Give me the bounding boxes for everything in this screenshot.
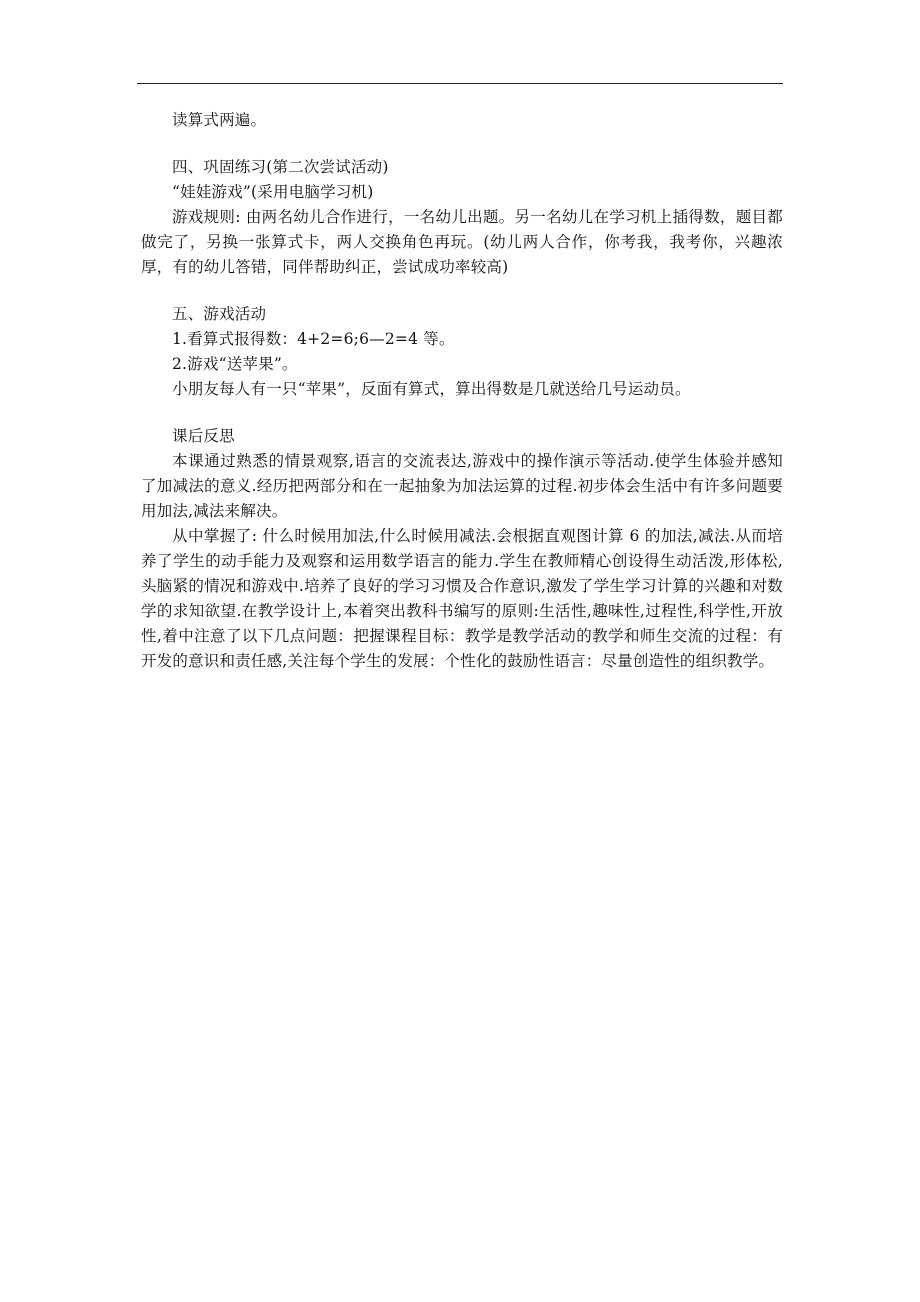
- reflection-paragraph-2: 从中掌握了: 什么时候用加法,什么时候用减法.会根据直观图计算 6 的加法,减法.从而培养了学生的动手能力及观察和运用数学语言的能力.学生在教师精心创设得生动活泼,形体松,头脑紧的情况和游戏中.培养了良好的学习习惯及合作意识,激发了学生学习计算的兴趣和对数学的求知欲望.在教学设计上,本着突出教科书编写的原则:生活性,趣味性,过程性,科学性,开放性,着中注意了以下几点问题：把握课程目标：教学是教学活动的教学和师生交流的过程：有开发的意识和责任感,关注每个学生的发展：个性化的鼓励性语言：尽量创造性的组织教学。: [141, 527, 783, 670]
- game-rules-paragraph: 游戏规则: 由两名幼儿合作进行，一名幼儿出题。另一名幼儿在学习机上插得数，题目都做完了，另换一张算式卡，两人交换角色再玩。(幼儿两人合作，你考我，我考你，兴趣浓厚，有的幼儿答错，同伴帮助纠正，尝试成功率较高): [141, 208, 783, 276]
- spacer: [141, 133, 783, 155]
- section-heading-practice: 四、巩固练习(第二次尝试活动): [172, 158, 389, 176]
- reflection-paragraph-1: 本课通过熟悉的情景观察,语言的交流表达,游戏中的操作演示等活动.使学生体验并感知了加减法的意义.经历把两部分和在一起抽象为加法运算的过程.初步体会生活中有许多问题要用加法,减法来解决。: [141, 452, 783, 520]
- document-body: [141, 108, 783, 674]
- spacer: [141, 402, 783, 424]
- section-heading-reflection: 课后反思: [172, 427, 235, 445]
- header-rule: [137, 83, 783, 84]
- section-heading-game-activity: 五、游戏活动: [172, 305, 267, 323]
- paragraph-read-twice: 读算式两遍。: [172, 111, 267, 129]
- list-item: 2.游戏“送苹果”。: [172, 355, 298, 373]
- game-description: 小朋友每人有一只“苹果”，反面有算式，算出得数是几就送给几号运动员。: [172, 380, 691, 398]
- game-title: “娃娃游戏”(采用电脑学习机): [172, 183, 374, 201]
- spacer: [141, 280, 783, 302]
- list-item: 1.看算式报得数：4+2=6;6—2=4 等。: [172, 330, 455, 348]
